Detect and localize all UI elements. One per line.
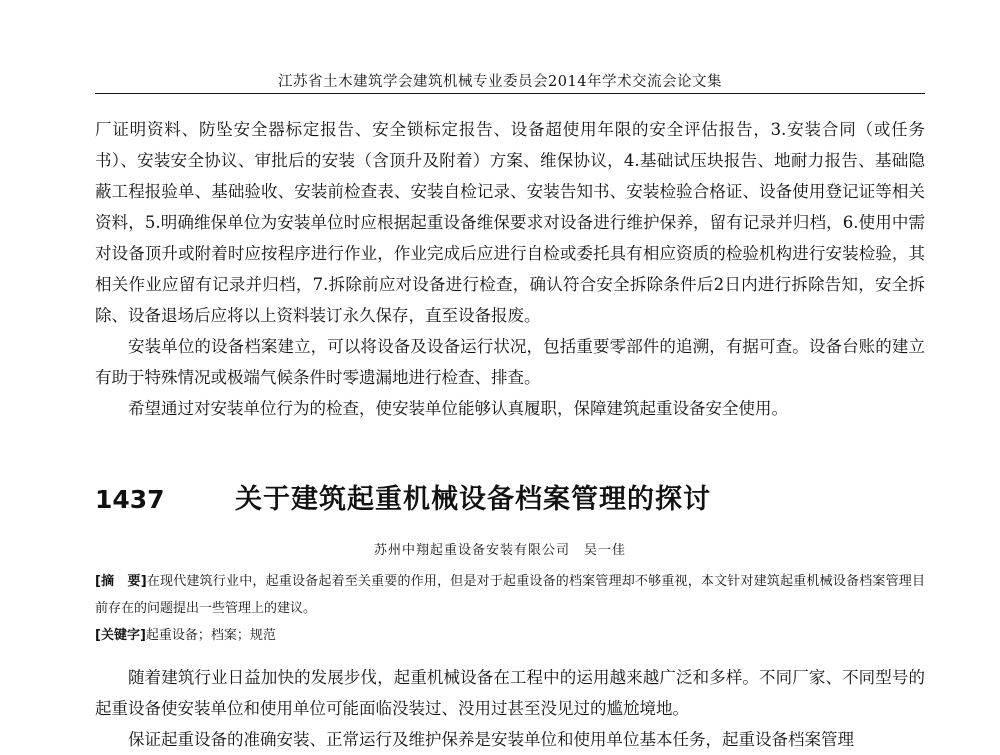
abstract bbox=[95, 568, 925, 622]
keywords-text: 起重设备；档案；规范 bbox=[145, 628, 276, 643]
keywords bbox=[95, 622, 925, 649]
body-paragraph: 随着建筑行业日益加快的发展步伐，起重机械设备在工程中的运用越来越广泛和多样。不同厂家、不同型号的起重设备使安装单位和使用单位可能面临没装过、没用过甚至没见过的尴尬境地。 bbox=[95, 668, 925, 718]
abstract-block bbox=[95, 568, 925, 649]
previous-article-body bbox=[95, 114, 925, 424]
body-paragraph: 希望通过对安装单位行为的检查，使安装单位能够认真履职，保障建筑起重设备安全使用。 bbox=[128, 399, 788, 418]
running-header: 江苏省土木建筑学会建筑机械专业委员会2014年学术交流会论文集 bbox=[278, 74, 722, 90]
author-byline: 苏州中翔起重设备安装有限公司 吴一佳 bbox=[373, 543, 626, 558]
body-paragraph: 厂证明资料、防坠安全器标定报告、安全锁标定报告、设备超使用年限的安全评估报告，3.安装合同（或任务书）、安装安全协议、审批后的安装（含顶升及附着）方案、维保协议，4.基础试压块报告、地耐力报告、基础隐蔽工程报验单、基础验收、安装前检查表、安装自检记录、安装告知书、安装检验合格证、设备使用登记证等相关资料，5.明确维保单位为安装单位时应根据起重设备维保要求对设备进行维护保养，留有记录并归档，6.使用中需对设备顶升或附着时应按程序进行作业，作业完成后应进行自检或委托具有相应资质的检验机构进行安装检验，其相关作业应留有记录并归档，7.拆除前应对设备进行检查，确认符合安全拆除条件后2日内进行拆除告知，安全拆除、设备退场后应将以上资料装订永久保存，直至设备报废。 bbox=[95, 120, 925, 325]
article-number: 1437 bbox=[95, 485, 165, 514]
body-paragraph: 安装单位的设备档案建立，可以将设备及设备运行状况，包括重要零部件的追溯，有据可查。设备台账的建立有助于特殊情况或极端气候条件时零遗漏地进行检查、排查。 bbox=[95, 337, 925, 387]
header-rule bbox=[95, 93, 925, 94]
article-heading bbox=[95, 478, 925, 522]
article-intro bbox=[95, 662, 925, 755]
abstract-text: 在现代建筑行业中，起重设备起着至关重要的作用，但是对于起重设备的档案管理却不够重视，本文针对建筑起重机械设备档案管理目前存在的问题提出一些管理上的建议。 bbox=[95, 574, 925, 616]
keywords-label: [关键字] bbox=[95, 628, 146, 643]
article-title: 关于建筑起重机械设备档案管理的探讨 bbox=[235, 484, 711, 515]
abstract-label: [摘 要] bbox=[95, 574, 147, 589]
body-paragraph-partial: 保证起重设备的准确安装、正常运行及维护保养是安装单位和使用单位基本任务，起重设备档案管理 bbox=[128, 730, 854, 749]
